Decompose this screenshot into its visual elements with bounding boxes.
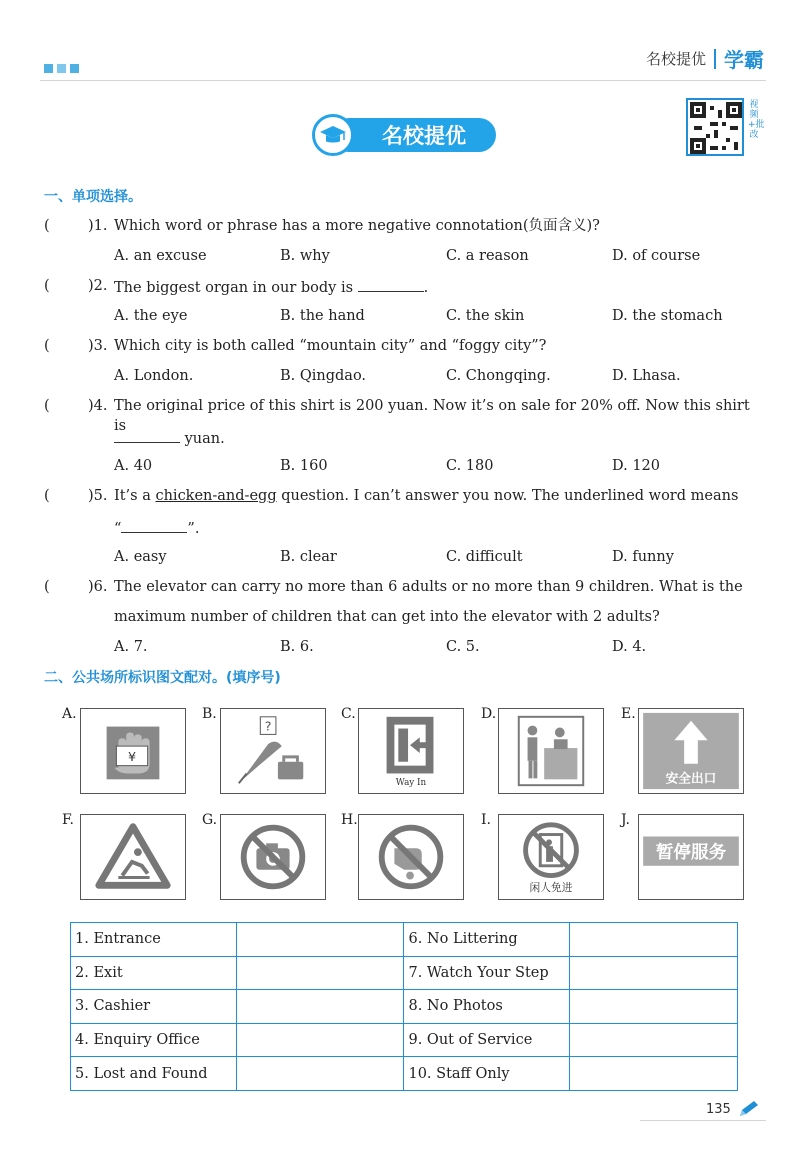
cashier-hand-money-icon (80, 708, 186, 794)
option-d: D. of course (612, 248, 701, 264)
option-d: D. funny (612, 549, 674, 565)
option-b: B. 6. (280, 639, 314, 655)
question-stem: The original price of this shirt is 200 yuan. Now it’s on sale for 20% off. Now this shirt is (114, 398, 750, 434)
title-banner (312, 114, 496, 156)
answer-cell[interactable] (236, 990, 404, 1024)
sign-letter-e: E. (621, 706, 636, 722)
option-c: C. a reason (446, 248, 529, 264)
table-cell-label: 3. Cashier (71, 990, 237, 1024)
question-5-line2: “ ”. (114, 517, 764, 539)
table-cell-label: 6. No Littering (404, 923, 570, 957)
sign-letter-f: F. (62, 812, 74, 828)
graduation-cap-icon (312, 114, 354, 156)
lost-and-found-umbrella-icon (220, 708, 326, 794)
option-a: A. the eye (114, 308, 188, 324)
header-rule (40, 80, 766, 81)
option-a: A. 7. (114, 639, 148, 655)
table-cell-label: 5. Lost and Found (71, 1057, 237, 1091)
question-stem: Which word or phrase has a more negative connotation(负面含义)? (114, 218, 600, 234)
answer-cell[interactable] (236, 1023, 404, 1057)
sign-letter-h: H. (341, 812, 358, 828)
qr-caption: 视频+批改 (748, 100, 765, 140)
sign-letter-c: C. (341, 706, 356, 722)
table-row (71, 1023, 738, 1057)
sign-letter-i: I. (481, 812, 491, 828)
question-stem: Which city is both called “mountain city” and “foggy city”? (114, 338, 547, 354)
answer-cell[interactable] (236, 956, 404, 990)
option-a: A. easy (114, 549, 167, 565)
svg-text:暂停服务: 暂停服务 (655, 842, 727, 863)
sign-letter-a: A. (62, 706, 77, 722)
answer-cell[interactable] (570, 990, 738, 1024)
table-cell-label: 2. Exit (71, 956, 237, 990)
svg-text:¥: ¥ (127, 748, 137, 764)
option-c: C. the skin (446, 308, 525, 324)
answer-cell[interactable] (570, 1057, 738, 1091)
option-c: C. 180 (446, 458, 494, 474)
table-cell-label: 9. Out of Service (404, 1023, 570, 1057)
svg-text:?: ? (264, 718, 272, 734)
sign-letter-b: B. (202, 706, 217, 722)
table-cell-label: 10. Staff Only (404, 1057, 570, 1091)
no-littering-icon (358, 814, 464, 900)
option-d: D. the stomach (612, 308, 723, 324)
svg-text:闲人免进: 闲人免进 (529, 881, 573, 895)
exit-arrow-icon (638, 708, 744, 794)
watch-your-step-icon (80, 814, 186, 900)
underlined-phrase: chicken-and-egg (155, 488, 277, 504)
question-6-line2: maximum number of children that can get into the elevator with 2 adults? (114, 609, 660, 625)
answer-cell[interactable] (570, 1023, 738, 1057)
table-row (71, 956, 738, 990)
table-cell-label: 7. Watch Your Step (404, 956, 570, 990)
sign-letter-g: G. (202, 812, 218, 828)
table-row (71, 1057, 738, 1091)
question-stem: The elevator can carry no more than 6 adults or no more than 9 children. What is the (114, 579, 743, 595)
answer-cell[interactable] (570, 923, 738, 957)
answer-cell[interactable] (236, 923, 404, 957)
option-b: B. why (280, 248, 330, 264)
question-number: )4. (88, 398, 108, 414)
question-4-line2: yuan. (114, 427, 764, 449)
answer-blank[interactable] (121, 517, 187, 533)
option-d: D. Lhasa. (612, 368, 681, 384)
option-c: C. Chongqing. (446, 368, 551, 384)
header (646, 44, 764, 73)
answer-cell[interactable] (236, 1057, 404, 1091)
table-cell-label: 4. Enquiry Office (71, 1023, 237, 1057)
matching-table (70, 922, 738, 1091)
page-number: 135 (706, 1102, 731, 1117)
table-row (71, 923, 738, 957)
answer-blank[interactable] (114, 427, 180, 443)
sign-letter-d: D. (481, 706, 497, 722)
svg-text:Way In: Way In (395, 778, 427, 789)
section-heading-2: 二、公共场所标识图文配对。(填序号) (44, 670, 281, 686)
banner-title: 名校提优 (382, 124, 466, 148)
qr-code[interactable] (686, 98, 744, 156)
entrance-icon (358, 708, 464, 794)
answer-blank[interactable] (358, 276, 424, 292)
option-a: A. London. (114, 368, 194, 384)
pencil-icon (738, 1100, 760, 1122)
option-c: C. 5. (446, 639, 480, 655)
option-a: A. 40 (114, 458, 153, 474)
option-d: D. 120 (612, 458, 661, 474)
question-number: )1. (88, 218, 108, 234)
sign-letter-j: J. (621, 812, 630, 828)
question-number: )2. (88, 278, 108, 294)
question-number: )6. (88, 579, 108, 595)
option-b: B. the hand (280, 308, 365, 324)
answer-cell[interactable] (570, 956, 738, 990)
question-number: )3. (88, 338, 108, 354)
brand-logo: 学霸 (724, 48, 764, 72)
question-number: )5. (88, 488, 108, 504)
enquiry-office-icon (498, 708, 604, 794)
question-stem: The biggest organ in our body is . (114, 276, 764, 298)
option-a: A. an excuse (114, 248, 207, 264)
header-decoration (44, 64, 79, 73)
out-of-service-icon (638, 814, 744, 900)
table-cell-label: 8. No Photos (404, 990, 570, 1024)
option-b: B. 160 (280, 458, 328, 474)
section-heading-1: 一、单项选择。 (44, 189, 142, 205)
no-photos-icon (220, 814, 326, 900)
table-row (71, 990, 738, 1024)
book-name: 名校提优 (645, 50, 706, 68)
table-cell-label: 1. Entrance (71, 923, 237, 957)
question-stem: It’s a chicken-and-egg question. I can’t answer you now. The underlined word means (114, 488, 739, 504)
option-b: B. clear (280, 549, 337, 565)
option-d: D. 4. (612, 639, 647, 655)
option-b: B. Qingdao. (280, 368, 367, 384)
option-c: C. difficult (446, 549, 523, 565)
staff-only-icon (498, 814, 604, 900)
header-divider (714, 49, 716, 69)
svg-text:安全出口: 安全出口 (665, 770, 717, 786)
